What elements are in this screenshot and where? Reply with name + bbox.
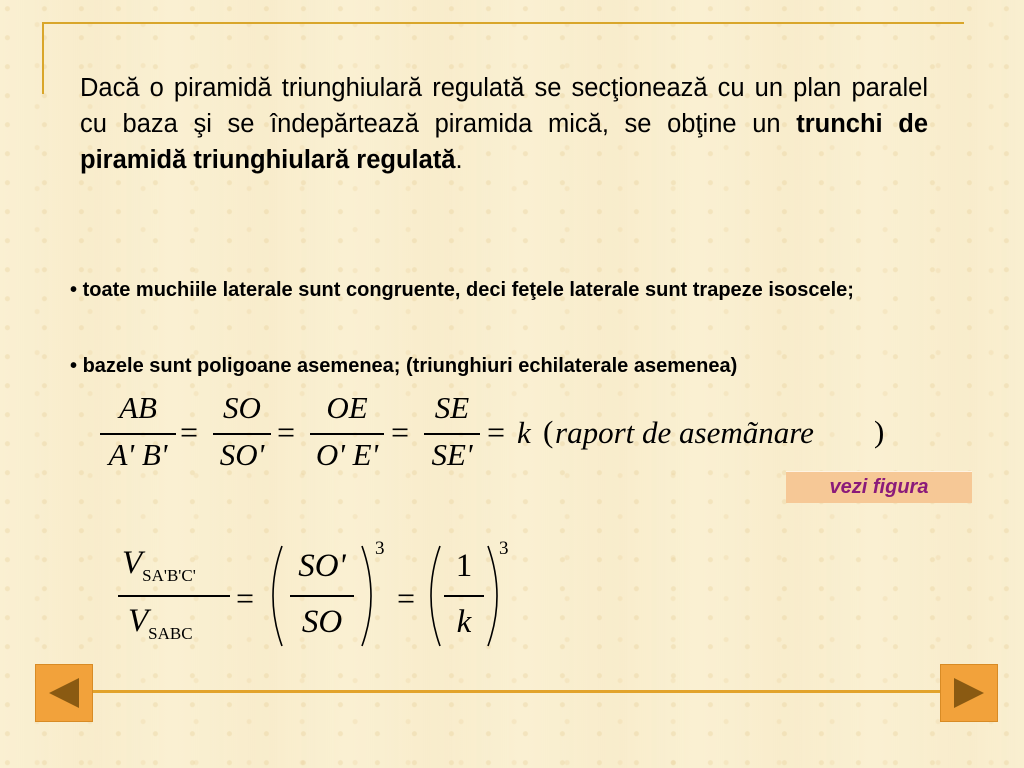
fraction-numerator: SO bbox=[223, 390, 261, 425]
volume-subscript: SABC bbox=[148, 624, 193, 643]
intro-end: . bbox=[455, 146, 463, 174]
equals-sign: = bbox=[487, 414, 506, 450]
volume-symbol: V bbox=[122, 545, 143, 581]
triangle-left-icon bbox=[35, 664, 93, 722]
equals-sign: = bbox=[391, 414, 410, 450]
equals-sign: = bbox=[236, 580, 255, 616]
equals-sign: = bbox=[277, 414, 296, 450]
volume-symbol: V bbox=[128, 603, 149, 639]
fraction-numerator: SE bbox=[434, 390, 470, 425]
ratio-k: k bbox=[517, 415, 531, 450]
fraction-denominator: k bbox=[456, 604, 472, 640]
so-ratio-fraction bbox=[290, 548, 354, 648]
bullet-lateral-edges bbox=[70, 276, 945, 305]
fraction-bar bbox=[213, 433, 271, 435]
fraction-denominator: A' B' bbox=[108, 437, 168, 472]
intro-bold-term: trunchi de piramidă triunghiulară regulată bbox=[80, 110, 928, 174]
equals-sign: = bbox=[397, 580, 416, 616]
exponent: 3 bbox=[375, 538, 385, 559]
bullet-bases bbox=[70, 352, 945, 381]
volume-subscript: SA'B'C' bbox=[142, 566, 196, 585]
left-frame-line bbox=[42, 22, 44, 94]
bullet-text: bazele sunt poligoane asemenea; (triunghiuri echilaterale asemenea) bbox=[82, 355, 738, 377]
top-frame-line bbox=[42, 22, 964, 24]
previous-slide-button[interactable] bbox=[35, 664, 93, 722]
bottom-line bbox=[90, 690, 940, 693]
volume-ratio-fraction bbox=[118, 545, 230, 655]
fraction-bar bbox=[424, 433, 480, 435]
fraction-bar bbox=[310, 433, 384, 435]
ratio-note: raport de asemãnare bbox=[555, 415, 814, 450]
fraction-numerator: AB bbox=[119, 390, 157, 425]
fraction-denominator: SO' bbox=[219, 437, 265, 472]
fraction-se bbox=[424, 390, 480, 482]
close-paren: ) bbox=[874, 414, 885, 449]
fraction-numerator: 1 bbox=[455, 548, 473, 584]
exponent: 3 bbox=[499, 538, 509, 559]
fraction-ab bbox=[100, 390, 176, 482]
volume-denominator bbox=[128, 603, 230, 643]
triangle-right-icon bbox=[940, 664, 998, 722]
fraction-oe bbox=[310, 390, 384, 482]
equals-sign: = bbox=[180, 414, 199, 450]
intro-text: Dacă o piramidă triunghiulară regulată se secţionează cu un plan paralel cu baza şi se îndepărtează piramida mică, se obţine un bbox=[80, 74, 928, 138]
fraction-denominator: O' E' bbox=[315, 437, 379, 472]
bullet-dot: • bbox=[70, 279, 78, 301]
open-paren: ( bbox=[543, 414, 554, 449]
volume-numerator bbox=[122, 545, 230, 585]
next-slide-button[interactable] bbox=[940, 664, 998, 722]
vezi-figura-button[interactable]: vezi figura bbox=[786, 471, 972, 503]
fraction-so bbox=[213, 390, 271, 482]
intro-paragraph bbox=[80, 70, 928, 178]
fraction-numerator: SO' bbox=[298, 548, 346, 584]
fraction-bar bbox=[290, 595, 354, 597]
bullet-text: toate muchiile laterale sunt congruente, deci feţele laterale sunt trapeze isoscele; bbox=[82, 279, 854, 301]
fraction-bar bbox=[100, 433, 176, 435]
fraction-bar bbox=[444, 595, 484, 597]
fraction-bar bbox=[118, 595, 230, 597]
bullet-dot: • bbox=[70, 355, 78, 377]
one-over-k-fraction bbox=[444, 548, 484, 648]
fraction-numerator: OE bbox=[326, 390, 368, 425]
fraction-denominator: SE' bbox=[431, 437, 473, 472]
fraction-denominator: SO bbox=[301, 604, 343, 640]
